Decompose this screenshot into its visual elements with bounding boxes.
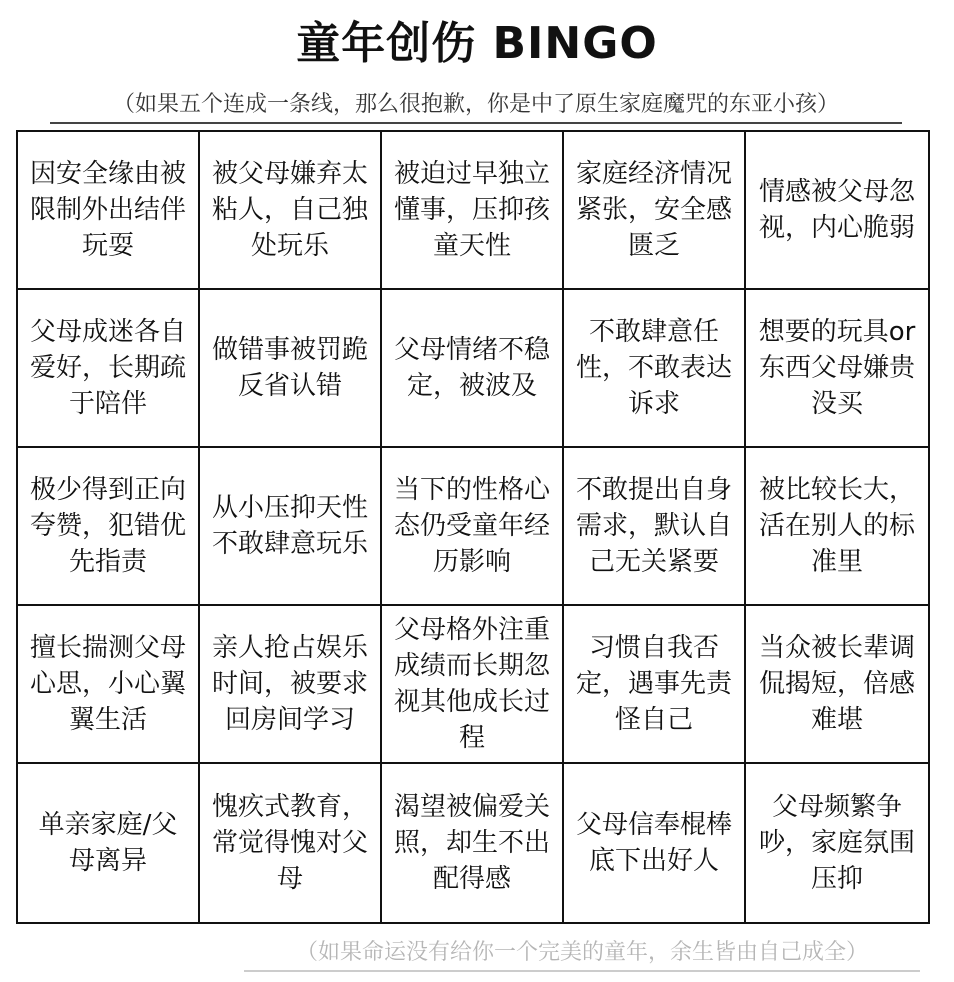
bingo-cell: 被迫过早独立懂事，压抑孩童天性 [382,132,564,290]
bingo-cell: 习惯自我否定，遇事先责怪自己 [564,606,746,764]
bingo-cell: 父母信奉棍棒底下出好人 [564,764,746,922]
bingo-cell: 做错事被罚跪反省认错 [200,290,382,448]
bingo-cell: 渴望被偏爱关照，却生不出配得感 [382,764,564,922]
bingo-cell: 从小压抑天性不敢肆意玩乐 [200,448,382,606]
bingo-cell: 父母成迷各自爱好，长期疏于陪伴 [18,290,200,448]
bingo-cell: 极少得到正向夸赞，犯错优先指责 [18,448,200,606]
subtitle: （如果五个连成一条线，那么很抱歉，你是中了原生家庭魔咒的东亚小孩） [50,88,902,124]
bingo-grid [16,130,930,924]
bingo-cell: 被比较长大，活在别人的标准里 [746,448,928,606]
bingo-cell: 愧疚式教育，常觉得愧对父母 [200,764,382,922]
bingo-cell: 想要的玩具or东西父母嫌贵没买 [746,290,928,448]
bingo-cell: 单亲家庭/父母离异 [18,764,200,922]
bingo-cell: 情感被父母忽视，内心脆弱 [746,132,928,290]
bingo-cell: 不敢肆意任性，不敢表达诉求 [564,290,746,448]
bingo-cell: 当众被长辈调侃揭短，倍感难堪 [746,606,928,764]
bingo-cell: 因安全缘由被限制外出结伴玩耍 [18,132,200,290]
bingo-cell: 亲人抢占娱乐时间，被要求回房间学习 [200,606,382,764]
bingo-cell: 当下的性格心态仍受童年经历影响 [382,448,564,606]
bingo-cell: 父母情绪不稳定，被波及 [382,290,564,448]
page-title: 童年创伤 BINGO [296,18,658,69]
bingo-cell: 不敢提出自身需求，默认自己无关紧要 [564,448,746,606]
bingo-cell: 父母频繁争吵，家庭氛围压抑 [758,792,915,894]
bingo-cell: 擅长揣测父母心思，小心翼翼生活 [18,606,200,764]
bingo-cell: 父母格外注重成绩而长期忽视其他成长过程 [382,606,564,764]
footer-caption: （如果命运没有给你一个完美的童年，余生皆由自己成全） [244,936,920,972]
bingo-cell: 被父母嫌弃太粘人，自己独处玩乐 [200,132,382,290]
bingo-cell: 家庭经济情况紧张，安全感匮乏 [564,132,746,290]
